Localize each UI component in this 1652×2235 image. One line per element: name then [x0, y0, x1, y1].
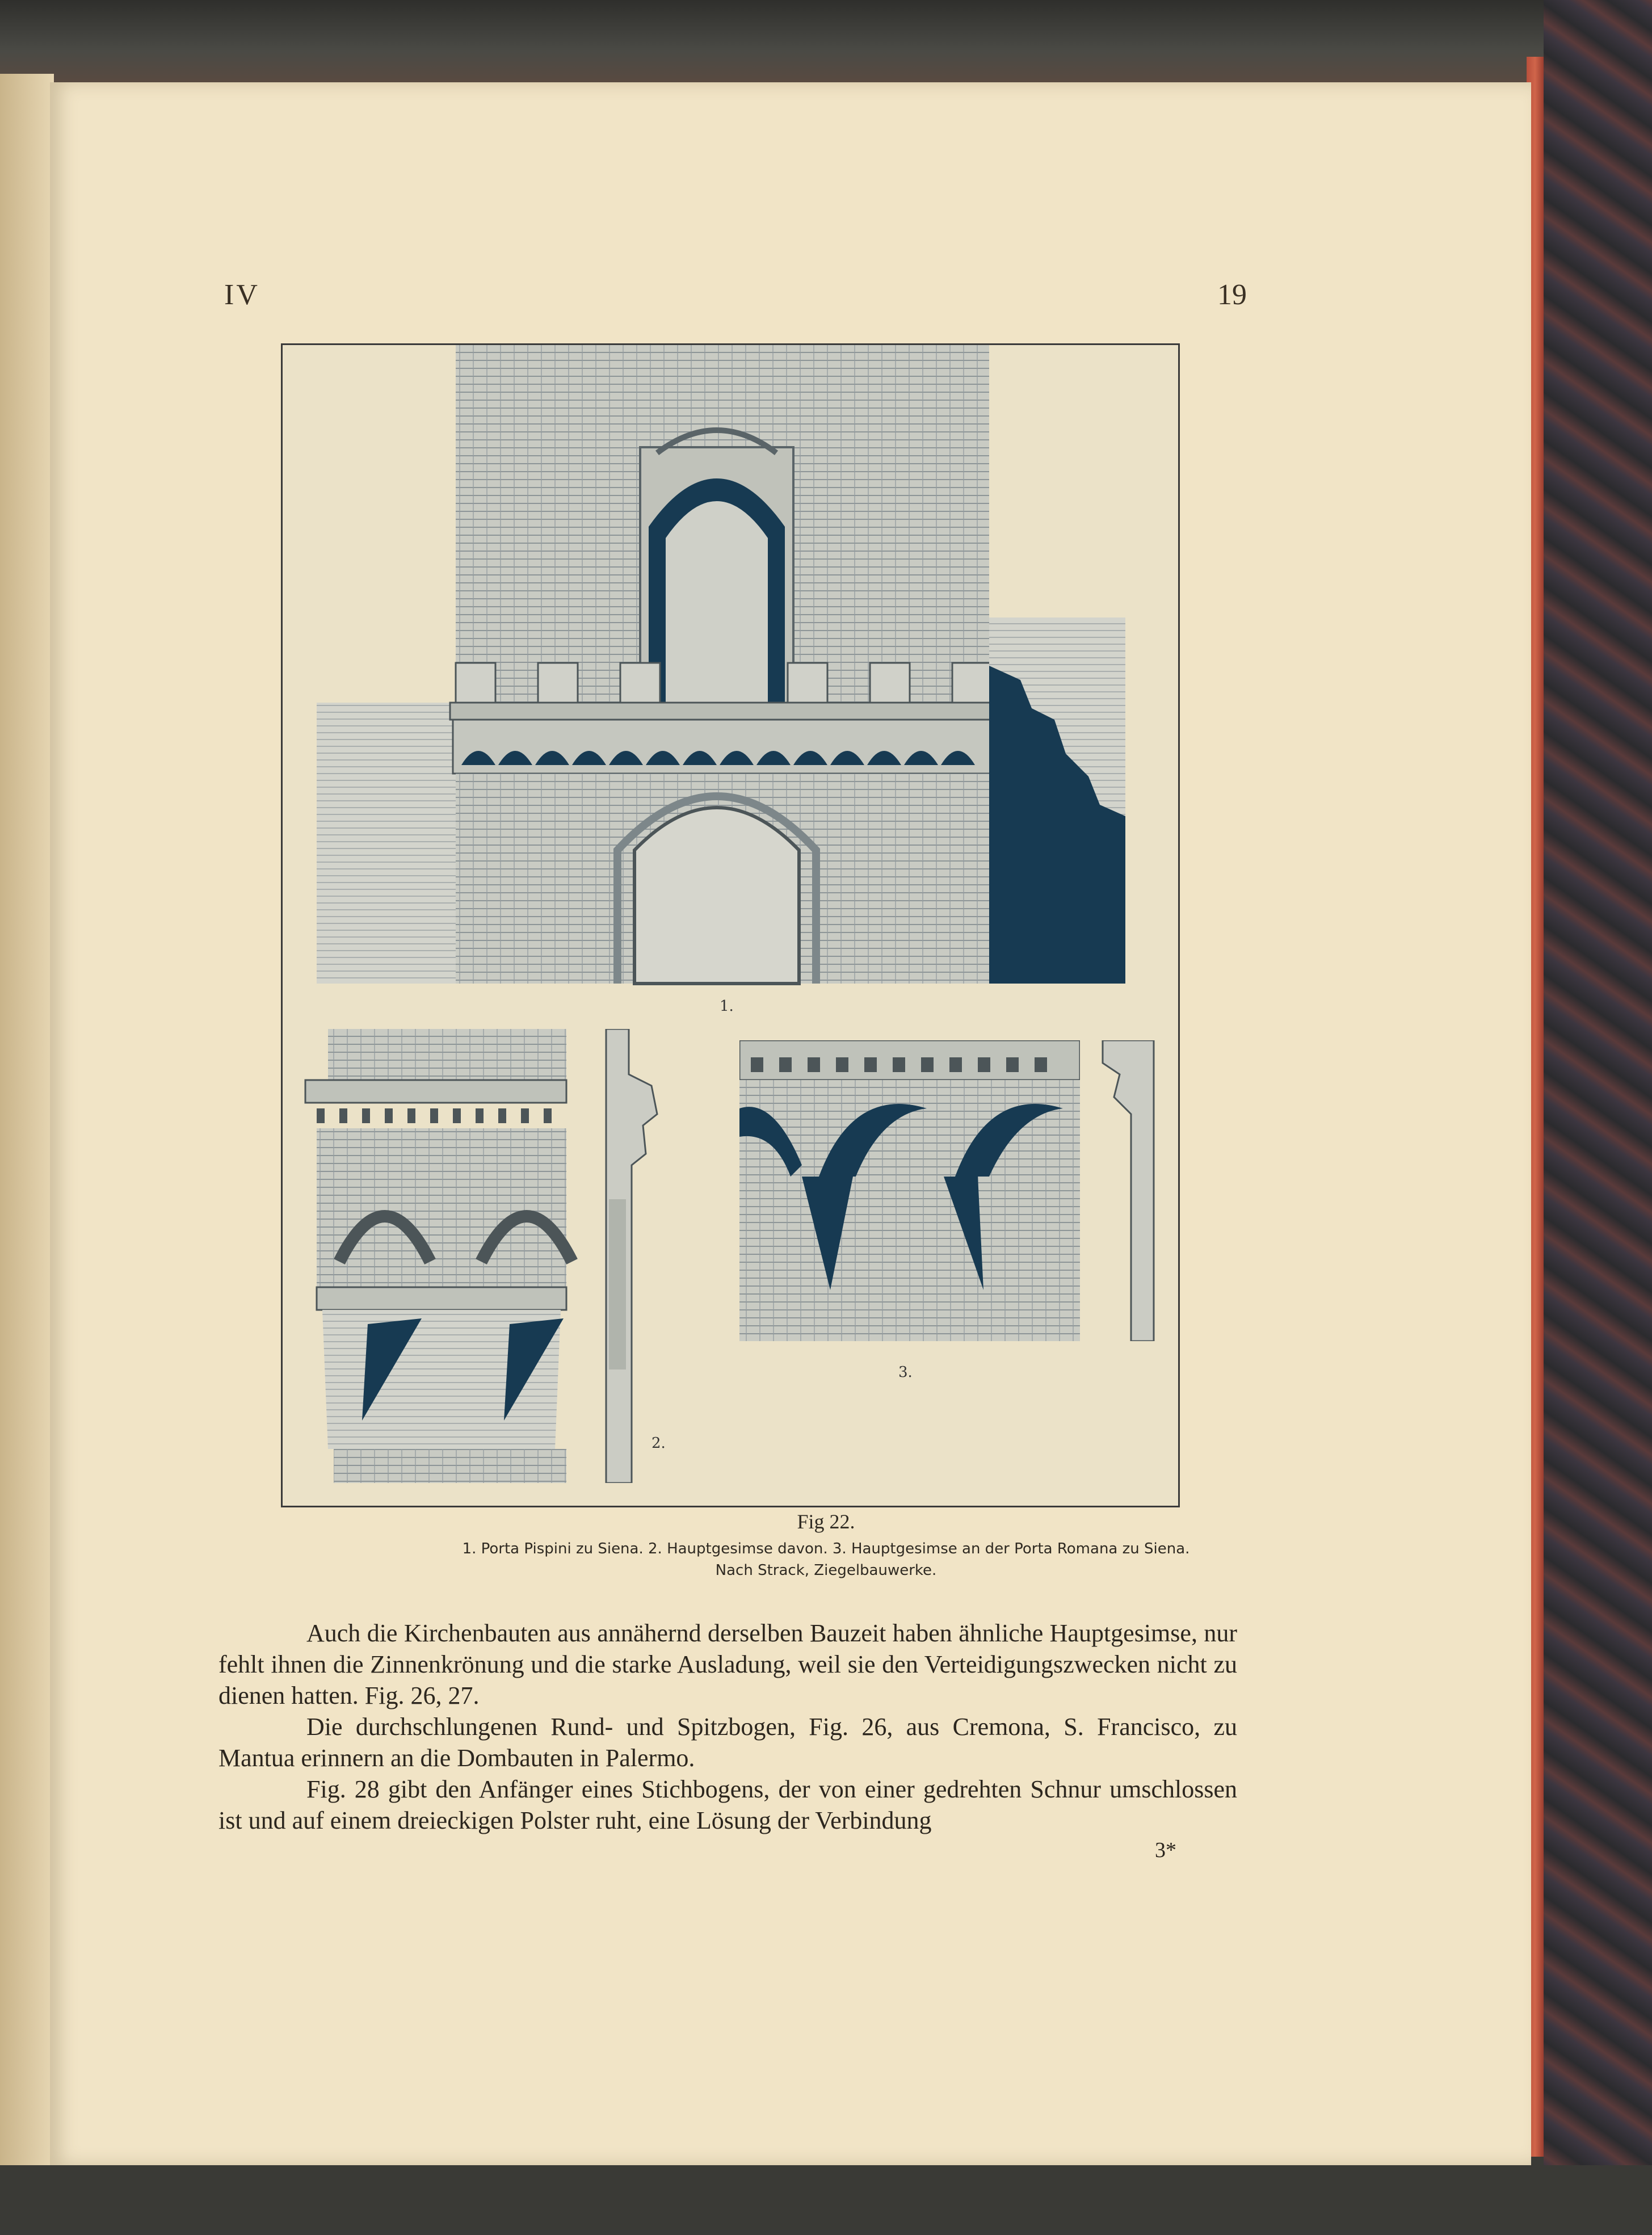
- figure-2-cornice-profile: [600, 1029, 669, 1483]
- book-binding-bottom: [0, 2165, 1652, 2235]
- figure-1-gate-elevation: [317, 345, 1137, 986]
- figure-3-label: 3.: [898, 1364, 913, 1381]
- figure-1-label: 1.: [720, 998, 734, 1015]
- figure-caption-line-2: Nach Strack, Ziegelbauwerke.: [715, 1562, 937, 1579]
- figure-2-cornice-detail: [300, 1029, 583, 1483]
- figure-caption-line-1: 1. Porta Pispini zu Siena. 2. Hauptgesimse davon. 3. Hauptgesimse an der Porta Romana zu Siena.: [462, 1540, 1190, 1557]
- facing-page-edge: [0, 74, 54, 2168]
- figure-plate: [281, 343, 1180, 1507]
- signature-mark: 3*: [1155, 1838, 1176, 1862]
- body-text: [218, 1618, 1237, 1836]
- figure-3-profile: [1097, 1040, 1159, 1341]
- figure-2-label: 2.: [651, 1435, 666, 1452]
- figure-title: Fig 22.: [797, 1510, 855, 1533]
- paragraph-1: Auch die Kirchenbauten aus annähernd derselben Bauzeit haben ähnliche Hauptgesimse, nur fehlt ihnen die Zinnenkrönung und die starke Ausladung, weil sie den Verteidigungszwecken nicht zu dienen hatten. Fig. 26, 27.: [218, 1619, 1237, 1709]
- marbled-cover: [1544, 0, 1652, 2235]
- book-binding-top: [0, 0, 1652, 85]
- page-number: 19: [1217, 279, 1247, 311]
- section-number: IV: [224, 279, 260, 311]
- paragraph-2: Die durchschlungenen Rund- und Spitzbogen, Fig. 26, aus Cremona, S. Francisco, zu Mantua erinnern an die Dombauten in Palermo.: [218, 1713, 1237, 1772]
- paragraph-3: Fig. 28 gibt den Anfänger eines Stichbogens, der von einer gedrehten Schnur umschlossen ist und auf einem dreieckigen Polster ruht, eine Lösung der Verbindung: [218, 1775, 1237, 1834]
- figure-3-porta-romana-cornice: [739, 1040, 1080, 1341]
